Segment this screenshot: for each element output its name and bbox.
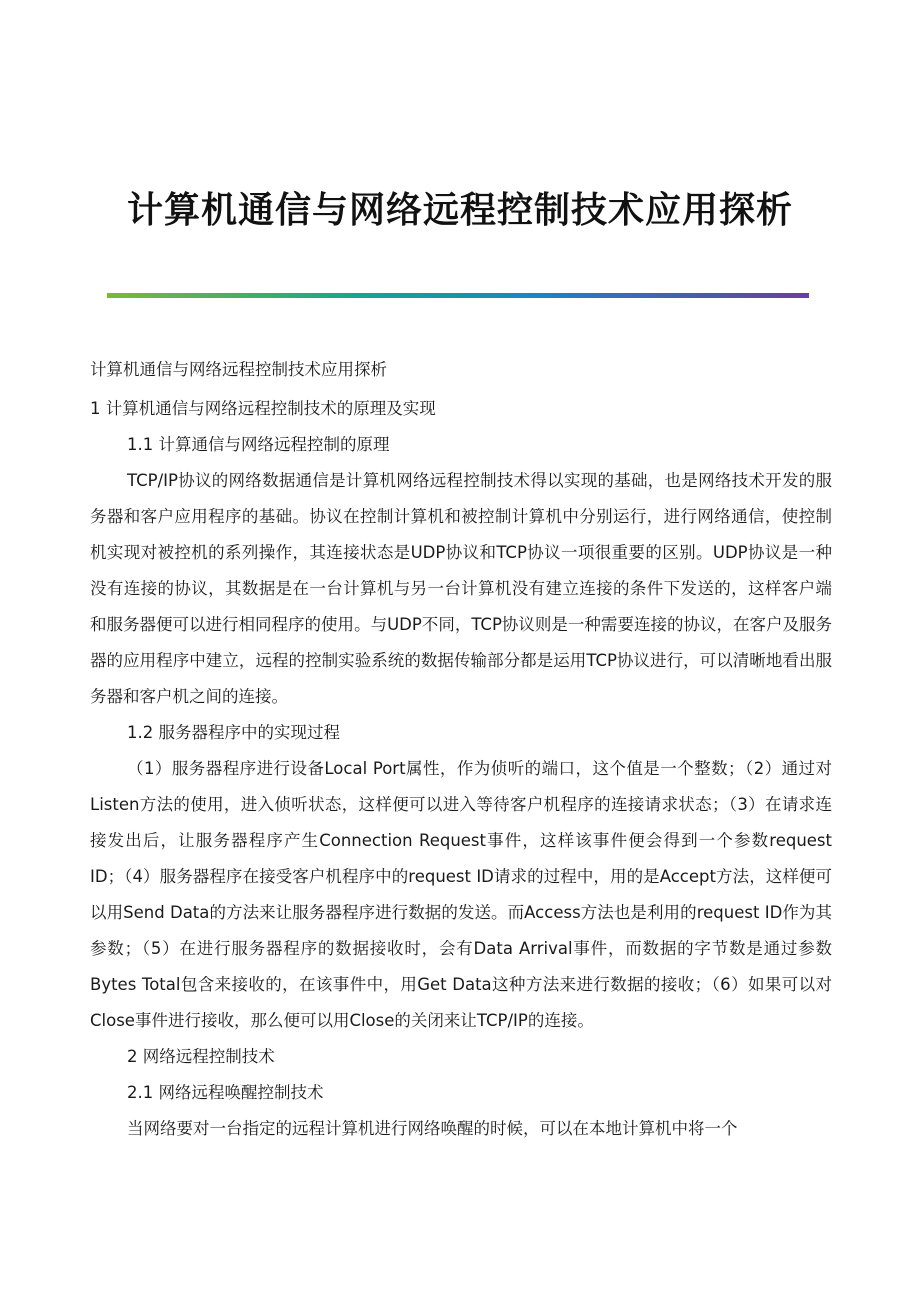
- paragraph-2-1: 当网络要对一台指定的远程计算机进行网络唤醒的时候，可以在本地计算机中将一个: [127, 1119, 738, 1138]
- subsection-heading-2-1: 2.1 网络远程唤醒控制技术: [127, 1083, 324, 1102]
- subtitle-line: 计算机通信与网络远程控制技术应用探析: [90, 360, 387, 379]
- paragraph-1-2: （1）服务器程序进行设备Local Port属性，作为侦听的端口，这个值是一个整数；（2）通过对Listen方法的使用，进入侦听状态，这样便可以进入等待客户机程序的连接请求状态；（3）在请求连接发出后，让服务器程序产生Connection Request事件，这样该事件便会得到一个参数request ID；（4）服务器程序在接受客户机程序中的request ID请求的过程中，用的是Accept方法，这样便可以用Send Data的方法来让服务器程序进行数据的发送。而Access方法也是利用的request ID作为其参数；（5）在进行服务器程序的数据接收时，会有Data Arrival事件，而数据的字节数是通过参数Bytes Total包含来接收的，在该事件中，用Get Data这种方法来进行数据的接收；（6）如果可以对Close事件进行接收，那么便可以用Close的关闭来让TCP/IP的连接。: [90, 759, 832, 1030]
- subsection-heading-1-1: 1.1 计算通信与网络远程控制的原理: [127, 435, 390, 454]
- document-title: 计算机通信与网络远程控制技术应用探析: [126, 190, 793, 231]
- section-heading-2: 2 网络远程控制技术: [127, 1047, 275, 1066]
- paragraph-1-1: TCP/IP协议的网络数据通信是计算机网络远程控制技术得以实现的基础，也是网络技术开发的服务器和客户应用程序的基础。协议在控制计算机和被控制计算机中分别运行，进行网络通信，使控制机实现对被控机的系列操作，其连接状态是UDP协议和TCP协议一项很重要的区别。UDP协议是一种没有连接的协议，其数据是在一台计算机与另一台计算机没有建立连接的条件下发送的，这样客户端和服务器便可以进行相同程序的使用。与UDP不同，TCP协议则是一种需要连接的协议，在客户及服务器的应用程序中建立，远程的控制实验系统的数据传输部分都是运用TCP协议进行，可以清晰地看出服务器和客户机之间的连接。: [90, 471, 832, 706]
- section-heading-1: 1 计算机通信与网络远程控制技术的原理及实现: [90, 399, 436, 418]
- title-divider: [107, 293, 809, 298]
- subsection-heading-1-2: 1.2 服务器程序中的实现过程: [127, 723, 340, 742]
- document-body: [90, 352, 832, 1147]
